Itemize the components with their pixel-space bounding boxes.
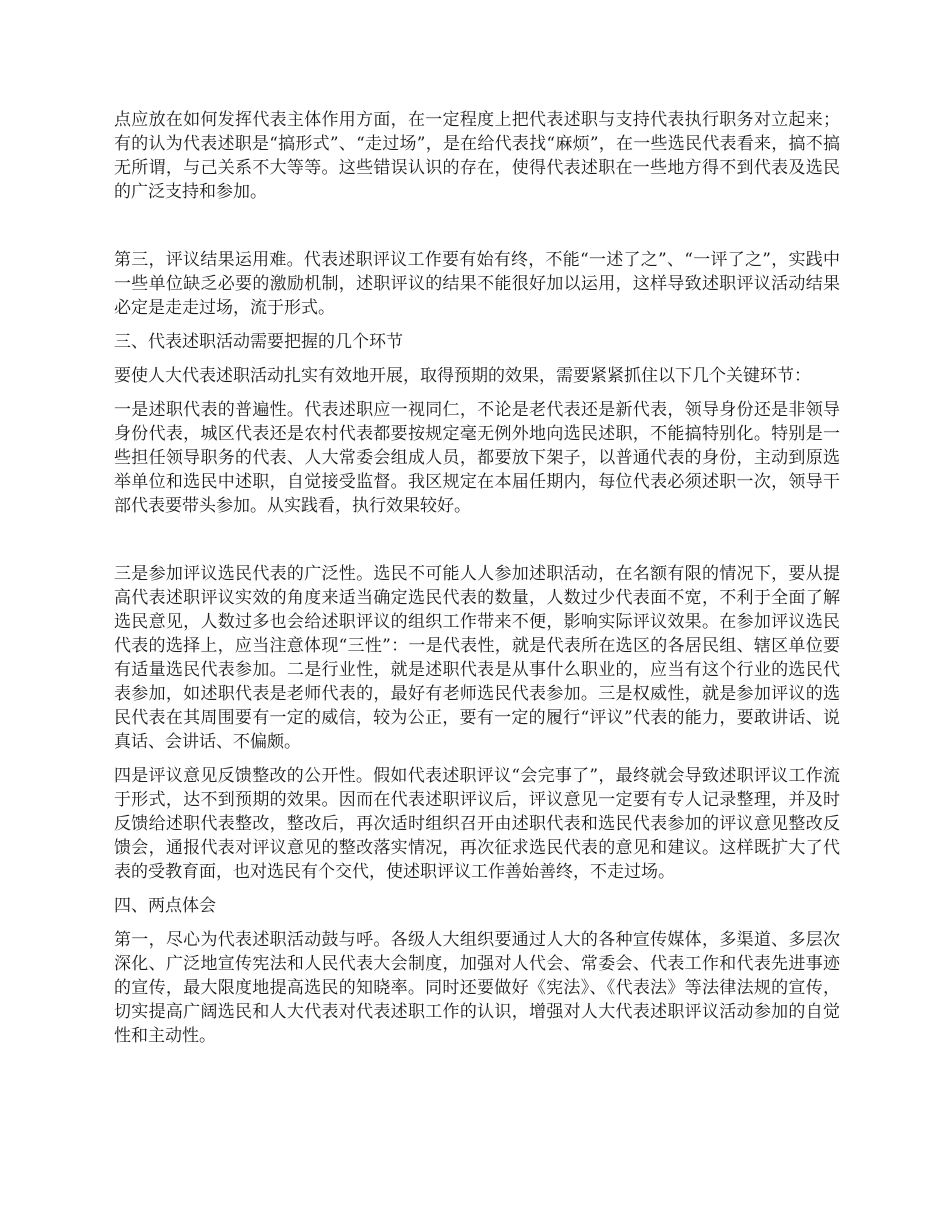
section-heading-four: 四、两点体会 [114, 896, 216, 916]
paragraph-openness: 四是评议意见反馈整改的公开性。假如代表述职评议“会完事了”，最终就会导致述职评议工作流于形式，达不到预期的效果。因而在代表述职评议后，评议意见一定要有专人记录整理，并及时反馈给述职代表整改，整改后，再次适时组织召开由述职代表和选民代表参加的评议意见整改反馈会，通报代表对评议意见的整改落实情况，再次征求选民代表的意见和建议。这样既扩大了代表的受教育面，也对选民有个交代，使述职评议工作善始善终，不走过场。 [114, 766, 840, 882]
paragraph-experience-one: 第一，尽心为代表述职活动鼓与呼。各级人大组织要通过人大的各种宣传媒体，多渠道、多层次深化、广泛地宣传宪法和人民代表大会制度，加强对人代会、常委会、代表工作和代表先进事迹的宣传，最大限度地提高选民的知晓率。同时还要做好《宪法》、《代表法》等法律法规的宣传，切实提高广阔选民和人大代表对代表述职工作的认识，增强对人大代表述职评议活动参加的自觉性和主动性。 [114, 930, 840, 1046]
section-heading-three: 三、代表述职活动需要把握的几个环节 [114, 332, 403, 352]
paragraph-universality: 一是述职代表的普遍性。代表述职应一视同仁，不论是老代表还是新代表，领导身份还是非领导身份代表，城区代表还是农村代表都要按规定毫无例外地向选民述职，不能搞特别化。特别是一些担任领导职务的代表、人大常委会组成人员，都要放下架子，以普通代表的身份，主动到原选举单位和选民中述职，自觉接受监督。我区规定在本届任期内，每位代表必须述职一次，领导干部代表要带头参加。从实践看，执行效果较好。 [114, 400, 840, 516]
paragraph-point-three: 第三，评议结果运用难。代表述职评议工作要有始有终，不能“一述了之”、“一评了之”，实践中一些单位缺乏必要的激励机制，述职评议的结果不能很好加以运用，这样导致述职评议活动结果必定是走走过场，流于形式。 [114, 250, 840, 318]
document-page [114, 108, 840, 1048]
paragraph-intro: 要使人大代表述职活动扎实有效地开展，取得预期的效果，需要紧紧抓住以下几个关键环节： [114, 366, 811, 386]
paragraph-breadth: 三是参加评议选民代表的广泛性。选民不可能人人参加述职活动，在名额有限的情况下，要从提高代表述职评议实效的角度来适当确定选民代表的数量，人数过少代表面不宽，不利于全面了解选民意见，人数过多也会给述职评议的组织工作带来不便，影响实际评议效果。在参加评议选民代表的选择上，应当注意体现“三性”：一是代表性，就是代表所在选区的各居民组、辖区单位要有适量选民代表参加。二是行业性，就是述职代表是从事什么职业的，应当有这个行业的选民代表参加，如述职代表是老师代表的，最好有老师选民代表参加。三是权威性，就是参加评议的选民代表在其周围要有一定的威信，较为公正，要有一定的履行“评议”代表的能力，要敢讲话、说真话、会讲话、不偏颇。 [114, 564, 840, 752]
paragraph-continuation: 点应放在如何发挥代表主体作用方面，在一定程度上把代表述职与支持代表执行职务对立起来；有的认为代表述职是“搞形式”、“走过场”，是在给代表找“麻烦”，在一些选民代表看来，搞不搞无所谓，与己关系不大等等。这些错误认识的存在，使得代表述职在一些地方得不到代表及选民的广泛支持和参加。 [114, 110, 840, 202]
